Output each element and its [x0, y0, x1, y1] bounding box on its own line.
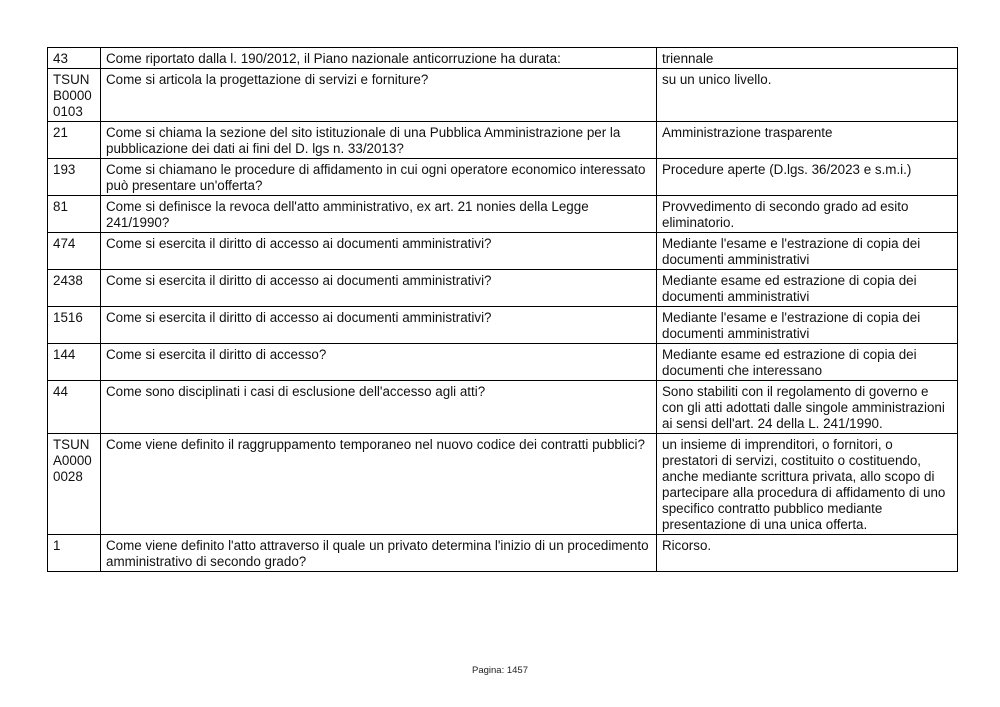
question-id: 144	[48, 344, 101, 381]
answer-text: Procedure aperte (D.lgs. 36/2023 e s.m.i.)	[657, 159, 958, 196]
table-row	[48, 122, 958, 159]
table-row	[48, 307, 958, 344]
question-id: 474	[48, 233, 101, 270]
question-id: 1516	[48, 307, 101, 344]
page-number: Pagina: 1457	[472, 665, 528, 676]
table-row	[48, 69, 958, 122]
question-id: 44	[48, 381, 101, 434]
answer-text: Mediante esame ed estrazione di copia dei documenti amministrativi	[657, 270, 958, 307]
question-id: 81	[48, 196, 101, 233]
question-text: Come si chiamano le procedure di affidamento in cui ogni operatore economico interessato può presentare un'offerta?	[101, 159, 657, 196]
question-id: 193	[48, 159, 101, 196]
table-row	[48, 535, 958, 572]
question-id: 21	[48, 122, 101, 159]
question-text: Come viene definito l'atto attraverso il quale un privato determina l'inizio di un procedimento amministrativo di secondo grado?	[101, 535, 657, 572]
answer-text: Mediante l'esame e l'estrazione di copia dei documenti amministrativi	[657, 233, 958, 270]
question-id: 1	[48, 535, 101, 572]
table-row	[48, 159, 958, 196]
question-text: Come si articola la progettazione di servizi e forniture?	[101, 69, 657, 122]
answer-text: Sono stabiliti con il regolamento di governo e con gli atti adottati dalle singole amministrazioni ai sensi dell'art. 24 della L. 241/1990.	[657, 381, 958, 434]
question-text: Come sono disciplinati i casi di esclusione dell'accesso agli atti?	[101, 381, 657, 434]
answer-text: Mediante esame ed estrazione di copia dei documenti che interessano	[657, 344, 958, 381]
answer-text: Ricorso.	[657, 535, 958, 572]
question-text: Come si esercita il diritto di accesso ai documenti amministrativi?	[101, 307, 657, 344]
table-row	[48, 434, 958, 535]
question-text: Come si esercita il diritto di accesso ai documenti amministrativi?	[101, 233, 657, 270]
question-text: Come riportato dalla l. 190/2012, il Piano nazionale anticorruzione ha durata:	[101, 48, 657, 69]
table-row	[48, 196, 958, 233]
question-id: 43	[48, 48, 101, 69]
question-text: Come si definisce la revoca dell'atto amministrativo, ex art. 21 nonies della Legge 241/1990?	[101, 196, 657, 233]
answer-text: Provvedimento di secondo grado ad esito eliminatorio.	[657, 196, 958, 233]
question-id: 2438	[48, 270, 101, 307]
answer-text: Mediante l'esame e l'estrazione di copia dei documenti amministrativi	[657, 307, 958, 344]
qa-table	[47, 47, 958, 572]
question-id: TSUNA00000028	[48, 434, 101, 535]
table-row	[48, 48, 958, 69]
table-row	[48, 344, 958, 381]
table-row	[48, 381, 958, 434]
answer-text: un insieme di imprenditori, o fornitori, o prestatori di servizi, costituito o costituendo, anche mediante scrittura privata, allo scopo di partecipare alla procedura di affidamento di uno specifico contratto pubblico mediante presentazione di una unica offerta.	[657, 434, 958, 535]
answer-text: su un unico livello.	[657, 69, 958, 122]
question-text: Come si chiama la sezione del sito istituzionale di una Pubblica Amministrazione per la pubblicazione dei dati ai fini del D. lgs n. 33/2013?	[101, 122, 657, 159]
question-id: TSUNB00000103	[48, 69, 101, 122]
answer-text: triennale	[657, 48, 958, 69]
table-row	[48, 233, 958, 270]
question-text: Come viene definito il raggruppamento temporaneo nel nuovo codice dei contratti pubblici?	[101, 434, 657, 535]
question-text: Come si esercita il diritto di accesso ai documenti amministrativi?	[101, 270, 657, 307]
table-row	[48, 270, 958, 307]
answer-text: Amministrazione trasparente	[657, 122, 958, 159]
question-text: Come si esercita il diritto di accesso?	[101, 344, 657, 381]
